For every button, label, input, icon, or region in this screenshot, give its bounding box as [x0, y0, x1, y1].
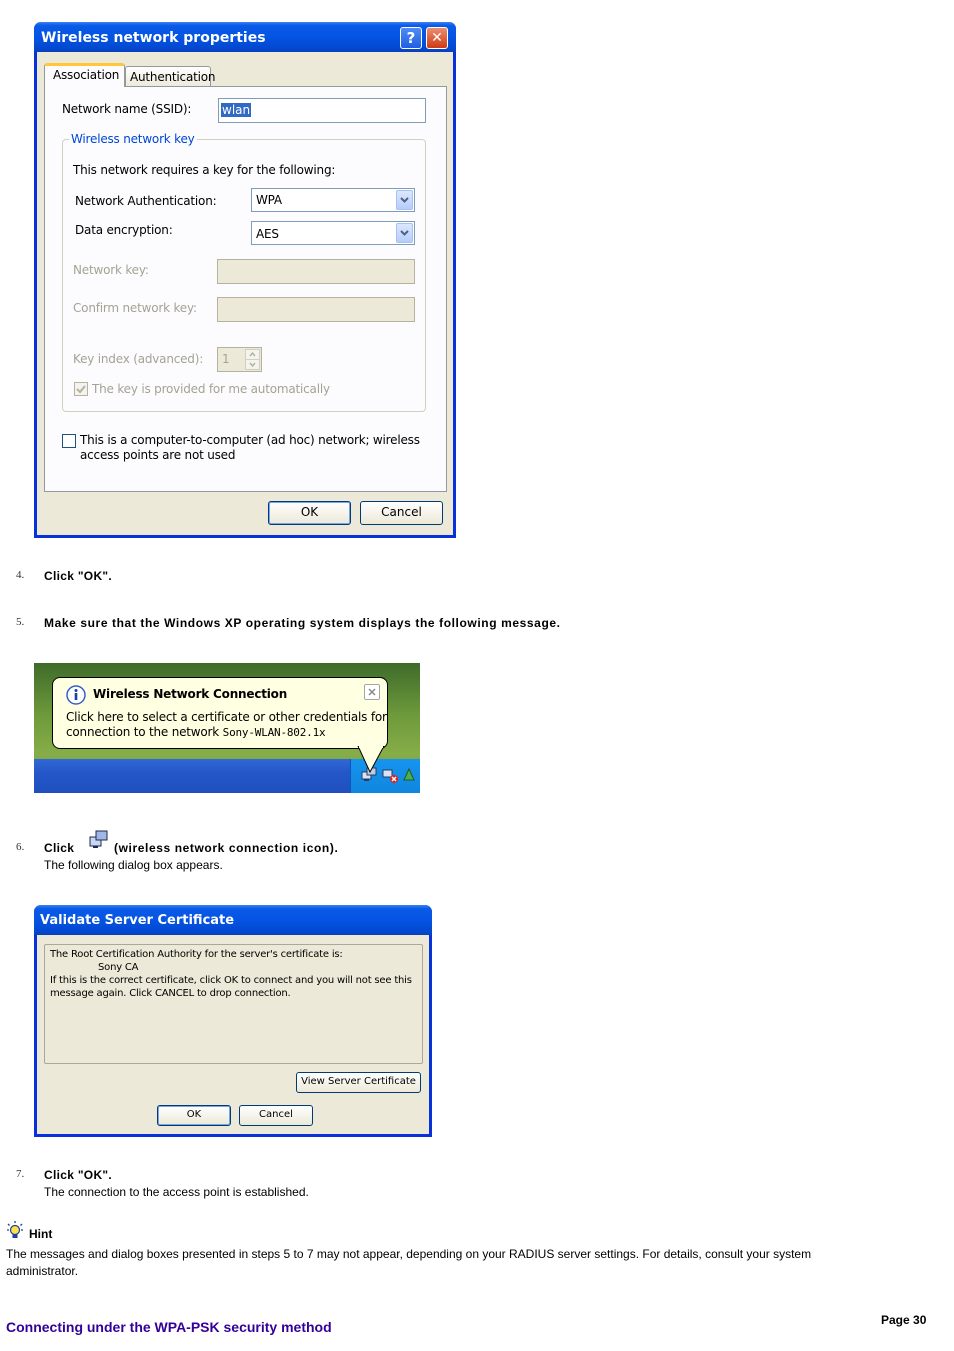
step-text: Click	[44, 841, 75, 855]
balloon-line1: Click here to select a certificate or other credentials for	[66, 710, 387, 724]
cancel-button-label: Cancel	[259, 1109, 293, 1120]
ok-button-label: OK	[186, 1109, 202, 1120]
wireless-key-group	[62, 132, 426, 412]
chevron-down-icon	[400, 230, 409, 236]
lightbulb-icon	[6, 1220, 24, 1240]
stepper-down[interactable]	[245, 359, 260, 370]
close-icon: ✕	[431, 30, 443, 46]
step-subtext: The connection to the access point is established.	[44, 1185, 309, 1199]
notification-screenshot	[34, 663, 420, 793]
adhoc-label-line2: access points are not used	[80, 448, 236, 462]
adhoc-label-line1: This is a computer-to-computer (ad hoc) network; wireless	[80, 433, 420, 447]
group-title: Wireless network key	[71, 132, 195, 146]
ok-button[interactable]	[157, 1105, 231, 1126]
chevron-down-icon	[400, 197, 409, 203]
ssid-label: Network name (SSID):	[62, 102, 192, 116]
footer-link[interactable]: Connecting under the WPA-PSK security method	[6, 1319, 332, 1335]
hint-title: Hint	[29, 1227, 53, 1241]
chevron-down-icon	[246, 360, 259, 369]
enc-dropdown-button[interactable]	[396, 223, 413, 243]
auto-key-checkbox[interactable]	[74, 382, 88, 396]
tab-panel	[44, 86, 447, 492]
wireless-network-connection-icon	[88, 829, 110, 851]
network-key-input[interactable]	[217, 259, 415, 284]
enc-label: Data encryption:	[75, 223, 173, 237]
key-index-value: 1	[222, 352, 230, 366]
auth-dropdown-button[interactable]	[396, 190, 413, 210]
dialog-title: Validate Server Certificate	[40, 913, 235, 928]
view-certificate-label: View Server Certificate	[301, 1076, 416, 1087]
dialog-title: Wireless network properties	[41, 30, 266, 46]
help-button[interactable]	[400, 27, 422, 49]
page-number: Page 30	[881, 1313, 927, 1327]
auth-value: WPA	[256, 193, 282, 207]
balloon-network-name: Sony-WLAN-802.1x	[222, 726, 326, 739]
close-icon	[365, 685, 379, 699]
message-line1: The Root Certification Authority for the server's certificate is:	[50, 949, 343, 960]
message-line3: If this is the correct certificate, click OK to connect and you will not see this	[50, 975, 412, 986]
auto-key-label: The key is provided for me automatically	[92, 382, 330, 396]
chevron-up-icon	[246, 350, 259, 359]
hint-body-line2: administrator.	[6, 1264, 79, 1278]
balloon-pointer	[356, 746, 386, 776]
step-text-suffix: (wireless network connection icon).	[114, 841, 339, 855]
ssid-value: wlan	[222, 103, 251, 117]
certificate-message-box	[44, 944, 423, 1064]
requires-text: This network requires a key for the following:	[73, 163, 336, 177]
help-icon: ?	[406, 29, 416, 47]
view-certificate-button[interactable]	[296, 1072, 421, 1093]
balloon-title: Wireless Network Connection	[93, 687, 288, 701]
dialog-body	[37, 935, 429, 1134]
cancel-button[interactable]	[239, 1105, 313, 1126]
ca-name: Sony CA	[98, 962, 139, 973]
tab-association[interactable]	[44, 63, 125, 87]
enc-value: AES	[256, 227, 279, 241]
hint-body-line1: The messages and dialog boxes presented in steps 5 to 7 may not appear, depending on your RADIUS server settings. For details, consult your system	[6, 1247, 812, 1261]
step-number: 5.	[16, 616, 25, 628]
dialog-body	[37, 52, 453, 535]
dialog-title-bar[interactable]	[34, 905, 432, 935]
step-number: 7.	[16, 1168, 25, 1180]
auth-select[interactable]	[251, 188, 415, 212]
confirm-key-input[interactable]	[217, 297, 415, 322]
ssid-input[interactable]	[218, 98, 426, 123]
dialog-title-bar[interactable]	[34, 22, 456, 52]
auth-label: Network Authentication:	[75, 194, 217, 208]
ok-button[interactable]	[268, 501, 351, 525]
step-text: Click "OK".	[44, 569, 113, 583]
key-index-stepper[interactable]	[217, 347, 262, 372]
close-button[interactable]	[426, 27, 448, 49]
tab-authentication[interactable]	[125, 66, 216, 87]
index-label: Key index (advanced):	[73, 352, 204, 366]
checkmark-icon	[75, 383, 87, 395]
notification-balloon[interactable]	[52, 677, 388, 749]
balloon-line2-text: connection to the network	[66, 725, 223, 739]
confirm-label: Confirm network key:	[73, 301, 197, 315]
adhoc-checkbox[interactable]	[62, 434, 76, 448]
ok-button-label: OK	[300, 505, 319, 519]
cancel-button-label: Cancel	[381, 505, 422, 519]
key-label: Network key:	[73, 263, 149, 277]
step-text: Click "OK".	[44, 1168, 113, 1182]
step-text: Make sure that the Windows XP operating system displays the following message.	[44, 616, 561, 630]
tab-authentication-label: Authentication	[130, 70, 216, 84]
cancel-button[interactable]	[360, 501, 443, 525]
tab-association-label: Association	[53, 68, 120, 82]
balloon-close-button[interactable]	[364, 684, 380, 700]
message-line4: message again. Click CANCEL to drop connection.	[50, 988, 291, 999]
info-icon	[66, 685, 86, 705]
balloon-line2	[66, 725, 325, 739]
tray-app-icon[interactable]	[402, 766, 416, 784]
wireless-properties-dialog	[34, 22, 456, 538]
step-number: 6.	[16, 841, 25, 853]
validate-certificate-dialog	[34, 905, 432, 1137]
step-number: 4.	[16, 569, 25, 581]
step-subtext: The following dialog box appears.	[44, 858, 223, 872]
enc-select[interactable]	[251, 221, 415, 245]
